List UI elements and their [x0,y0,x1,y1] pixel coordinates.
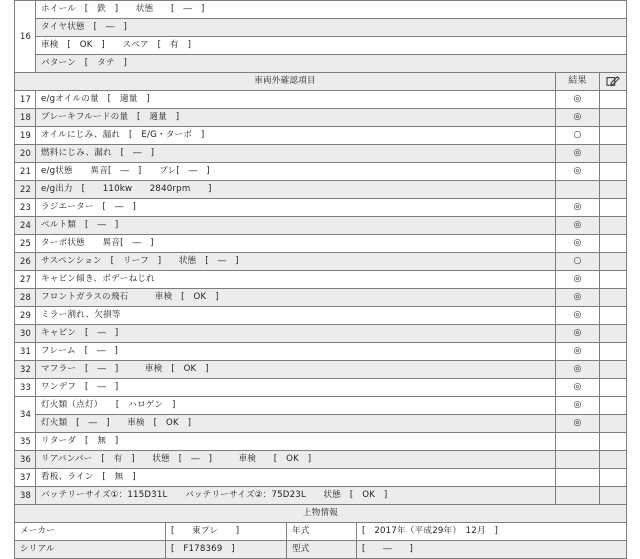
item-result: ○ [556,127,600,145]
item-result: ◎ [556,163,600,181]
item-text: e/gオイルの量 [ 適量 ] [36,91,556,109]
item-edit-cell [600,379,627,397]
table-row [15,325,627,343]
item-edit-cell [600,433,627,451]
item-number: 36 [15,451,36,469]
section-header-row [15,73,627,91]
table-row [15,145,627,163]
item-text: ミラー割れ、欠損等 [36,307,556,325]
item-edit-cell [600,397,627,415]
item-text: オイルにじみ、漏れ [ E/G・ターボ ] [36,127,556,145]
item-number: 23 [15,199,36,217]
table-row [15,37,627,55]
item-text: ホイール [ 鉄 ] 状態 [ ― ] [36,1,627,19]
item-number: 28 [15,289,36,307]
item-text: ワンデフ [ ― ] [36,379,556,397]
item-number: 21 [15,163,36,181]
item-result: ○ [556,253,600,271]
table-row [15,469,627,487]
item-edit-cell [600,451,627,469]
item-result [556,181,600,199]
item-number: 37 [15,469,36,487]
table-row [15,307,627,325]
table-row [15,451,627,469]
item-edit-cell [600,307,627,325]
item-text: ブレーキフルードの量 [ 適量 ] [36,109,556,127]
item-edit-cell [600,109,627,127]
item-edit-cell [600,469,627,487]
table-row [15,541,627,559]
item-text: 灯火類（点灯） [ ハロゲン ] [36,397,556,415]
item-result: ◎ [556,235,600,253]
item-edit-cell [600,127,627,145]
table-row [15,55,627,73]
item-result: ◎ [556,289,600,307]
item-number: 31 [15,343,36,361]
table-row [15,109,627,127]
item-text: リアバンパー [ 有 ] 状態 [ ― ] 車検 [ OK ] [36,451,556,469]
item-text: マフラー [ ― ] 車検 [ OK ] [36,361,556,379]
item-text: パターン [ タテ ] [36,55,627,73]
field-label: 型式 [287,541,357,559]
item-number: 20 [15,145,36,163]
table-row [15,199,627,217]
field-label: シリアル [15,541,166,559]
item-edit-cell [600,235,627,253]
table-row [15,397,627,415]
item-result: ◎ [556,397,600,415]
table-row [15,253,627,271]
item-result: ◎ [556,307,600,325]
item-result [556,451,600,469]
result-column-header: 結果 [556,73,600,91]
item-number: 32 [15,361,36,379]
table-row [15,487,627,505]
table-row [15,1,627,19]
item-result: ◎ [556,199,600,217]
item-edit-cell [600,199,627,217]
item-number: 18 [15,109,36,127]
item-result: ◎ [556,415,600,433]
table-row [15,19,627,37]
item-result: ◎ [556,325,600,343]
table-row [15,163,627,181]
inspection-sheet [14,0,626,554]
item-edit-cell [600,415,627,433]
field-value: [ F178369 ] [166,541,287,559]
item-edit-cell [600,343,627,361]
table-row [15,289,627,307]
item-result: ◎ [556,217,600,235]
table-row [15,343,627,361]
item-number: 17 [15,91,36,109]
item-text: ラジエーター [ ― ] [36,199,556,217]
field-value: [ 東プレ ] [166,523,287,541]
item-number: 16 [15,1,36,73]
section-header-row [15,505,627,523]
table-row [15,433,627,451]
item-text: 灯火類 [ ― ] 車検 [ OK ] [36,415,556,433]
field-value: [ ― ] [357,541,627,559]
item-number: 34 [15,397,36,433]
item-text: e/g出力 [ 110kw 2840rpm ] [36,181,556,199]
item-result: ◎ [556,109,600,127]
table-row [15,379,627,397]
item-text: フレーム [ ― ] [36,343,556,361]
inspection-table [14,0,627,559]
item-number: 30 [15,325,36,343]
item-result: ◎ [556,343,600,361]
item-text: バッテリーサイズ①：115D31L バッテリーサイズ②：75D23L 状態 [ OK ] [36,487,556,505]
item-text: ベルト類 [ ― ] [36,217,556,235]
field-value: [ 2017年（平成29年） 12月 ] [357,523,627,541]
section-title: 上物情報 [15,505,627,523]
item-result: ◎ [556,145,600,163]
table-row [15,181,627,199]
item-edit-cell [600,145,627,163]
section-title: 車両外確認項目 [15,73,556,91]
field-label: メーカー [15,523,166,541]
item-number: 25 [15,235,36,253]
field-label: 年式 [287,523,357,541]
table-row [15,235,627,253]
item-text: タイヤ状態 [ ― ] [36,19,627,37]
item-text: 車検 [ OK ] スペア [ 有 ] [36,37,627,55]
item-edit-cell [600,181,627,199]
item-number: 24 [15,217,36,235]
item-number: 26 [15,253,36,271]
item-edit-cell [600,325,627,343]
table-row [15,217,627,235]
item-text: e/g状態 異音[ ― ] ブレ[ ― ] [36,163,556,181]
item-edit-cell [600,271,627,289]
item-result: ◎ [556,361,600,379]
item-edit-cell [600,361,627,379]
table-row [15,361,627,379]
table-row [15,415,627,433]
pencil-edit-icon [606,75,620,87]
item-number: 29 [15,307,36,325]
item-text: 看板、ライン [ 無 ] [36,469,556,487]
item-result [556,433,600,451]
item-result [556,469,600,487]
item-text: リターダ [ 無 ] [36,433,556,451]
item-edit-cell [600,91,627,109]
table-row [15,523,627,541]
item-text: 燃料にじみ、漏れ [ ― ] [36,145,556,163]
item-edit-cell [600,289,627,307]
item-edit-cell [600,217,627,235]
item-result: ◎ [556,271,600,289]
item-result: ◎ [556,91,600,109]
item-number: 19 [15,127,36,145]
table-row [15,91,627,109]
item-number: 35 [15,433,36,451]
item-number: 27 [15,271,36,289]
table-row [15,271,627,289]
item-number: 38 [15,487,36,505]
item-edit-cell [600,487,627,505]
item-text: フロントガラスの飛石 車検 [ OK ] [36,289,556,307]
item-text: ターボ状態 異音[ ― ] [36,235,556,253]
table-row [15,127,627,145]
item-number: 22 [15,181,36,199]
item-result [556,487,600,505]
edit-column-header [600,73,627,91]
item-number: 33 [15,379,36,397]
item-edit-cell [600,253,627,271]
item-text: キャビン傾き、ボデーねじれ [36,271,556,289]
item-result: ◎ [556,379,600,397]
item-edit-cell [600,163,627,181]
item-text: キャビン [ ― ] [36,325,556,343]
item-text: サスペンション [ リーフ ] 状態 [ ― ] [36,253,556,271]
